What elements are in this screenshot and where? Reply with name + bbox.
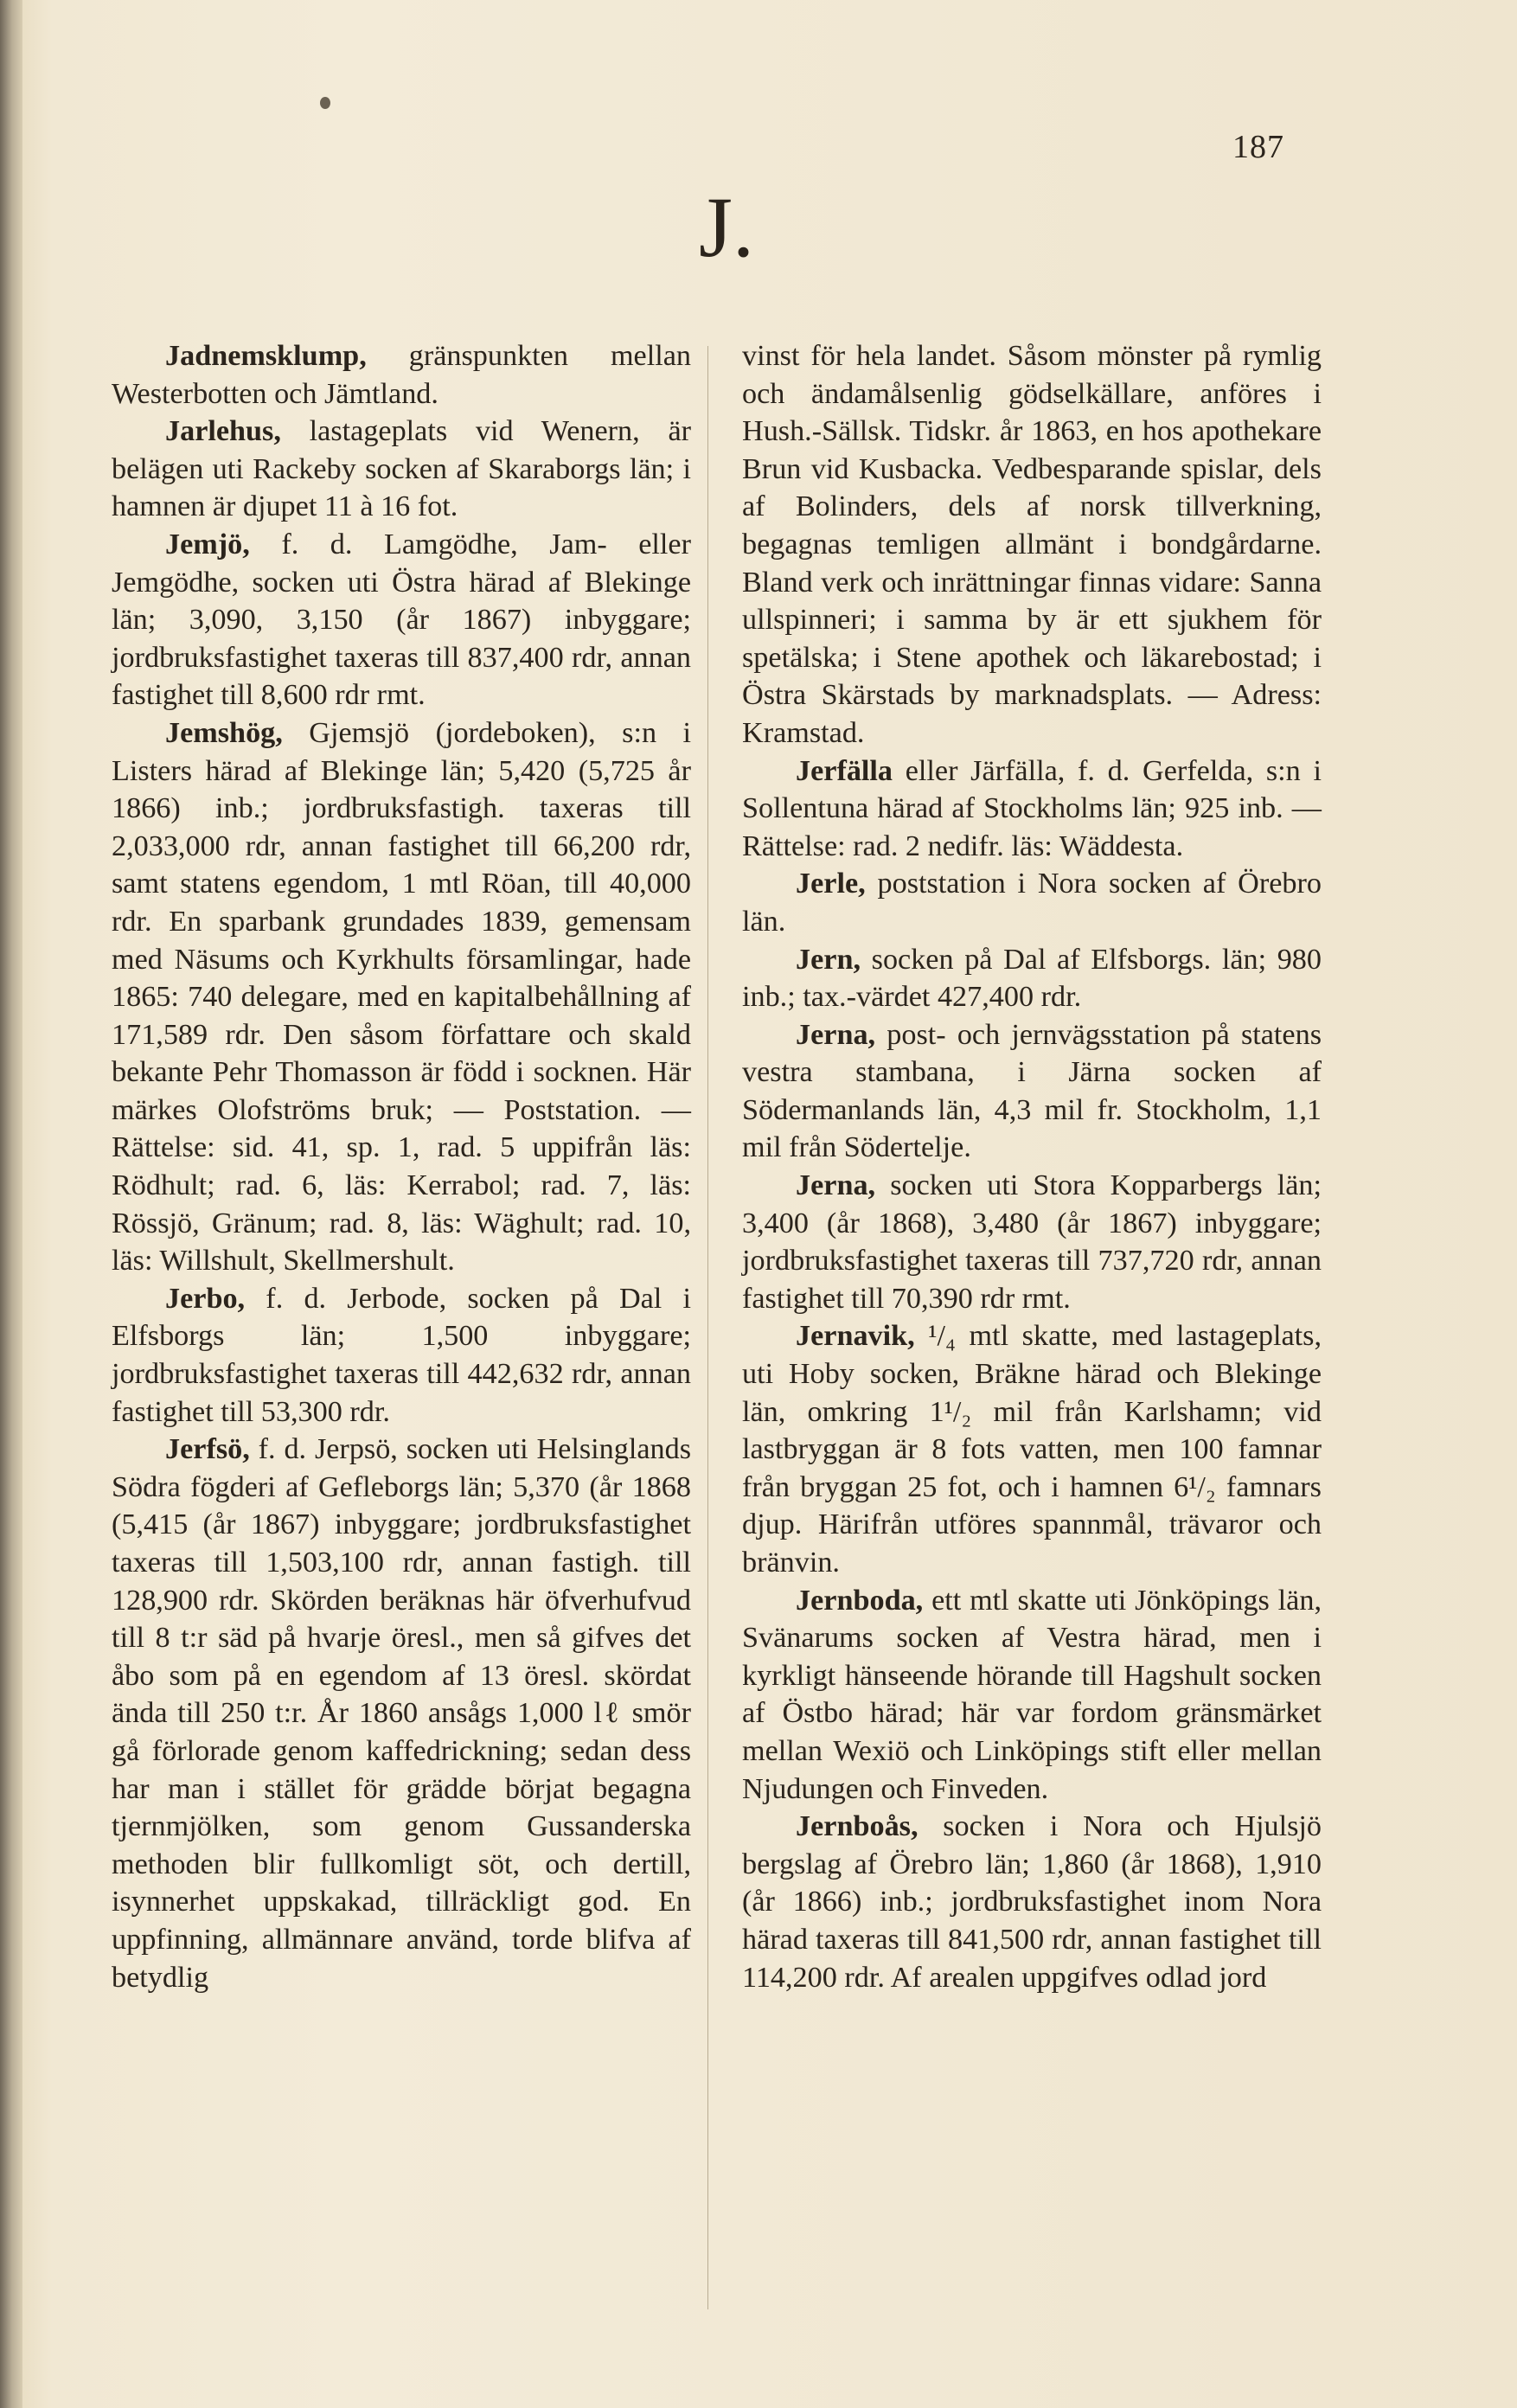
ink-smudge <box>320 97 330 109</box>
section-letter: J. <box>699 179 754 275</box>
column-divider <box>707 346 708 2309</box>
dictionary-entry <box>742 941 1322 1016</box>
dictionary-entry <box>112 714 691 1280</box>
dictionary-entry <box>742 1167 1322 1317</box>
dictionary-entry <box>112 1280 691 1431</box>
entry-text: socken i Nora och Hjulsjö bergslag af Örebro län; 1,860 (år 1868), 1,910 (år 1866) inb.; jordbruksfastighet inom Nora härad taxeras till 841,500 rdr, annan fastighet till 114,200 rdr. Af arealen uppgifves odlad jord <box>742 1810 1322 1994</box>
dictionary-entry <box>112 526 691 714</box>
dictionary-entry <box>742 865 1322 940</box>
entry-text: poststation i Nora socken af Örebro län. <box>742 868 1322 938</box>
entry-headword: Jernboås, <box>796 1810 919 1843</box>
entry-headword: Jemjö, <box>165 528 250 560</box>
dictionary-entry <box>742 1582 1322 1809</box>
dictionary-entry <box>112 337 691 413</box>
left-column <box>112 337 691 1996</box>
entry-text: vinst för hela landet. Såsom mönster på rymlig och ändamålsenlig gödselkällare, anföres i Hush.-Sällsk. Tidskr. år 1863, en hos apothekare Brun vid Kusbacka. Vedbesparande spislar, dels af Bolinders, dels af norsk tillverkning, begagnas temligen allmänt i bondgårdarne. Bland verk och inrättningar finnas vidare: Sanna ullspinneri; i samma by är ett sjukhem för spetälska; i Stene apothek och läkarebostad; i Östra Skärstads by marknadsplats. — Adress: Kramstad. <box>742 340 1322 749</box>
dictionary-entry <box>112 413 691 526</box>
entry-headword: Jernboda, <box>796 1584 924 1617</box>
book-binding-edge <box>0 0 22 2408</box>
entry-text: Gjemsjö (jordeboken), s:n i Listers härad af Blekinge län; 5,420 (5,725 år 1866) inb.; jordbruksfastigh. taxeras till 2,033,000 rdr, annan fastighet till 66,200 rdr, samt statens egendom, 1 mtl Röan, till 40,000 rdr. En sparbank grundades 1839, gemensam med Näsums och Kyrkhults församlingar, hade 1865: 740 delegare, med en kapitalbehållning af 171,589 rdr. Den såsom författare och skald bekante Pehr Thomasson är född i socknen. Här märkes Olofströms bruk; — Poststation. — Rättelse: sid. 41, sp. 1, rad. 5 uppifrån läs: Rödhult; rad. 6, läs: Kerrabol; rad. 7, läs: Rössjö, Gränum; rad. 8, läs: Wäghult; rad. 10, läs: Willshult, Skellmershult. <box>112 716 691 1278</box>
entry-headword: Jerle, <box>796 868 866 900</box>
entry-headword: Jadnemsklump, <box>165 340 367 372</box>
entry-text: gränspunkten mellan Westerbotten och Jämtland. <box>112 340 691 410</box>
entry-text: eller Järfälla, f. d. Gerfelda, s:n i Sollentuna härad af Stockholms län; 925 inb. — Rättelse: rad. 2 nedifr. läs: Wäddesta. <box>742 754 1322 862</box>
entry-headword: Jern, <box>796 943 861 976</box>
dictionary-entry <box>742 1317 1322 1581</box>
entry-headword: Jarlehus, <box>165 415 281 448</box>
entry-text: post- och jernvägsstation på statens vestra stambana, i Järna socken af Södermanlands län, 4,3 mil fr. Stockholm, 1,1 mil från Södertelje. <box>742 1018 1322 1164</box>
dictionary-entry-continued <box>742 337 1322 752</box>
entry-headword: Jernavik, <box>796 1320 915 1353</box>
entry-text: f. d. Jerbode, socken på Dal i Elfsborgs län; 1,500 inbyggare; jordbruksfastighet taxeras till 442,632 rdr, annan fastighet till 53,300 rdr. <box>112 1282 691 1428</box>
entry-headword: Jerfälla <box>796 754 893 787</box>
entry-text: ¹/₄ mtl skatte, med lastageplats, uti Hoby socken, Bräkne härad och Blekinge län, omkring 1¹/₂ mil från Karlshamn; vid lastbryggan är 8 fots vatten, men 100 famnar från bryggan 25 fot, och i hamnen 6¹/₂ famnars djup. Härifrån utföres spannmål, trävaror och bränvin. <box>742 1320 1322 1579</box>
page-number: 187 <box>1232 129 1284 165</box>
entry-text: f. d. Lamgödhe, Jam- eller Jemgödhe, socken uti Östra härad af Blekinge län; 3,090, 3,150 (år 1867) inbyggare; jordbruksfastighet taxeras till 837,400 rdr, annan fastighet till 8,600 rdr rmt. <box>112 528 691 712</box>
entry-headword: Jemshög, <box>165 716 283 749</box>
entry-headword: Jerna, <box>796 1018 876 1051</box>
entry-headword: Jerbo, <box>165 1282 246 1315</box>
right-column <box>742 337 1322 1996</box>
entry-text: socken på Dal af Elfsborgs. län; 980 inb.; tax.-värdet 427,400 rdr. <box>742 943 1322 1014</box>
dictionary-entry <box>742 1808 1322 1996</box>
dictionary-entry <box>742 752 1322 866</box>
dictionary-entry <box>742 1016 1322 1167</box>
dictionary-entry <box>112 1431 691 1996</box>
entry-text: ett mtl skatte uti Jönköpings län, Svänarums socken af Vestra härad, men i kyrkligt hänseende hörande till Hagshult socken af Östbo härad; här var fordom gränsmärket mellan Wexiö och Linköpings stift eller mellan Njudungen och Finveden. <box>742 1584 1322 1805</box>
entry-text: socken uti Stora Kopparbergs län; 3,400 (år 1868), 3,480 (år 1867) inbyggare; jordbruksfastighet taxeras till 737,720 rdr, annan fastighet till 70,390 rdr rmt. <box>742 1169 1322 1315</box>
entry-headword: Jerna, <box>796 1169 876 1202</box>
entry-headword: Jerfsö, <box>165 1433 250 1466</box>
entry-text: f. d. Jerpsö, socken uti Helsinglands Södra fögderi af Gefleborgs län; 5,370 (år 1868 (5,415 (år 1867) inbyggare; jordbruksfastighet taxeras till 1,503,100 rdr, annan fastigh. till 128,900 rdr. Skörden beräknas här öfverhufvud till 8 t:r säd på hvarje öresl., men så gifves det åbo som på en egendom af 13 öresl. skördat ända till 250 t:r. År 1860 ansågs 1,000 lℓ smör gå förlorade genom kaffedrickning; sedan dess har man i stället för grädde börjat begagna tjernmjölken, som genom Gussanderska methoden blir fullkomligt söt, och dertill, isynnerhet uppskakad, tillräckligt god. En uppfinning, allmännare använd, torde blifva af betydlig <box>112 1433 691 1994</box>
entry-text: lastageplats vid Wenern, är belägen uti Rackeby socken af Skaraborgs län; i hamnen är djupet 11 à 16 fot. <box>112 415 691 523</box>
